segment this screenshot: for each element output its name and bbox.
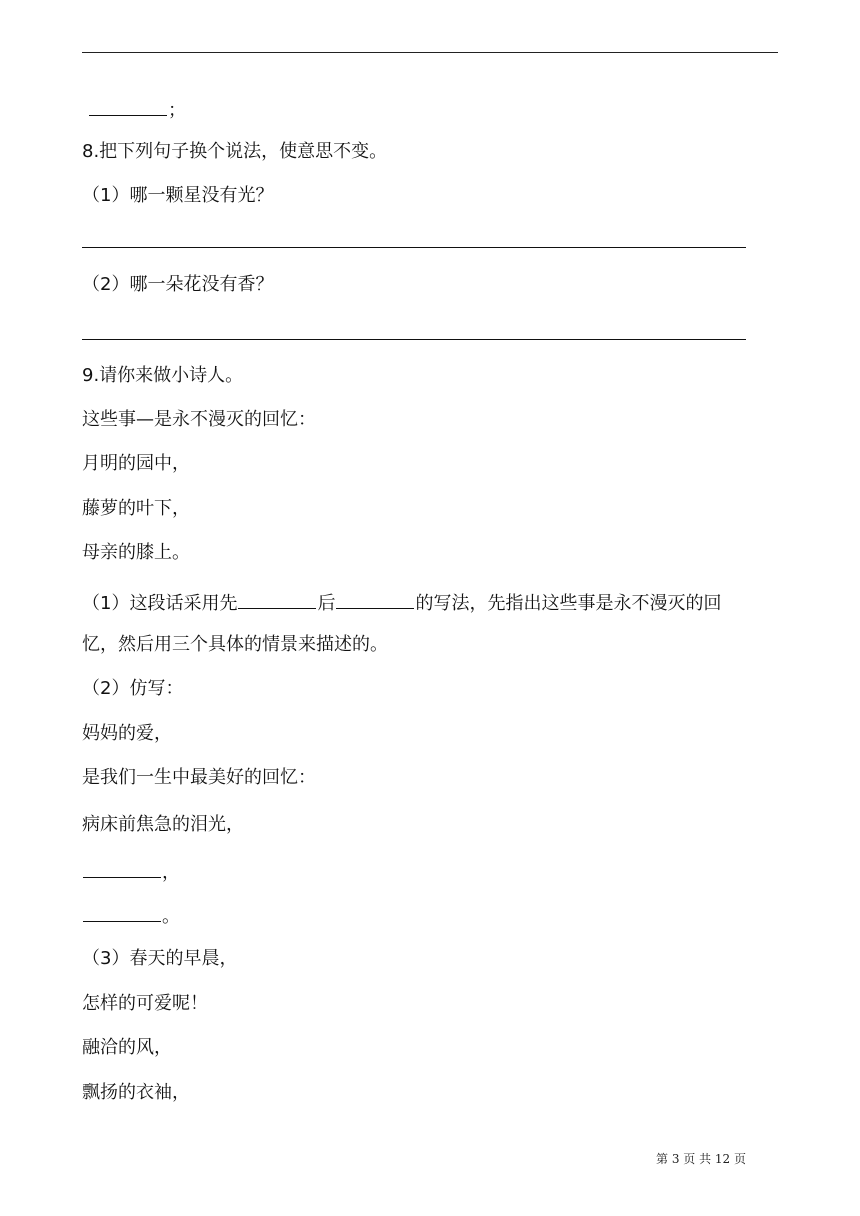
- poem-line: 怎样的可爱呢！: [82, 993, 208, 1014]
- imitate-line: 病床前焦急的泪光，: [82, 814, 244, 835]
- poem-line: 母亲的膝上。: [82, 542, 190, 563]
- poem-line: 月明的园中，: [82, 453, 190, 474]
- q9-part1: （1）这段话采用先 后 的写法，先指出这些事是永不漫灭的回: [82, 589, 721, 616]
- imitate-blank-line: ，: [82, 858, 180, 885]
- poem-line: 融洽的风，: [82, 1037, 172, 1058]
- q8-title: 8.把下列句子换个说法，使意思不变。: [82, 141, 388, 162]
- page-number: 第 3 页 共 12 页: [656, 1152, 746, 1166]
- q8-part1: （1）哪一颗星没有光？: [82, 185, 274, 206]
- q9-part3: （3）春天的早晨，: [82, 948, 238, 969]
- answer-line[interactable]: [82, 247, 746, 248]
- answer-blank[interactable]: [83, 902, 161, 922]
- poem-line: 飘扬的衣袖，: [82, 1082, 190, 1103]
- q8-part2: （2）哪一朵花没有香？: [82, 274, 274, 295]
- imitate-blank-line: 。: [82, 902, 180, 929]
- answer-blank[interactable]: [89, 96, 167, 116]
- imitate-line: 是我们一生中最美好的回忆：: [82, 767, 316, 788]
- answer-blank[interactable]: [238, 589, 316, 609]
- q9-part1-cont: 忆，然后用三个具体的情景来描述的。: [82, 634, 388, 655]
- answer-line[interactable]: [82, 339, 746, 340]
- header-rule: [82, 52, 778, 53]
- poem-line: 藤萝的叶下，: [82, 498, 190, 519]
- q9-title: 9.请你来做小诗人。: [82, 365, 244, 386]
- answer-blank[interactable]: [83, 858, 161, 878]
- poem-line: 这些事—是永不漫灭的回忆：: [82, 409, 316, 430]
- answer-blank[interactable]: [336, 589, 414, 609]
- q9-part2: （2）仿写：: [82, 678, 184, 699]
- q7-tail: ；: [88, 96, 186, 123]
- imitate-line: 妈妈的爱，: [82, 723, 172, 744]
